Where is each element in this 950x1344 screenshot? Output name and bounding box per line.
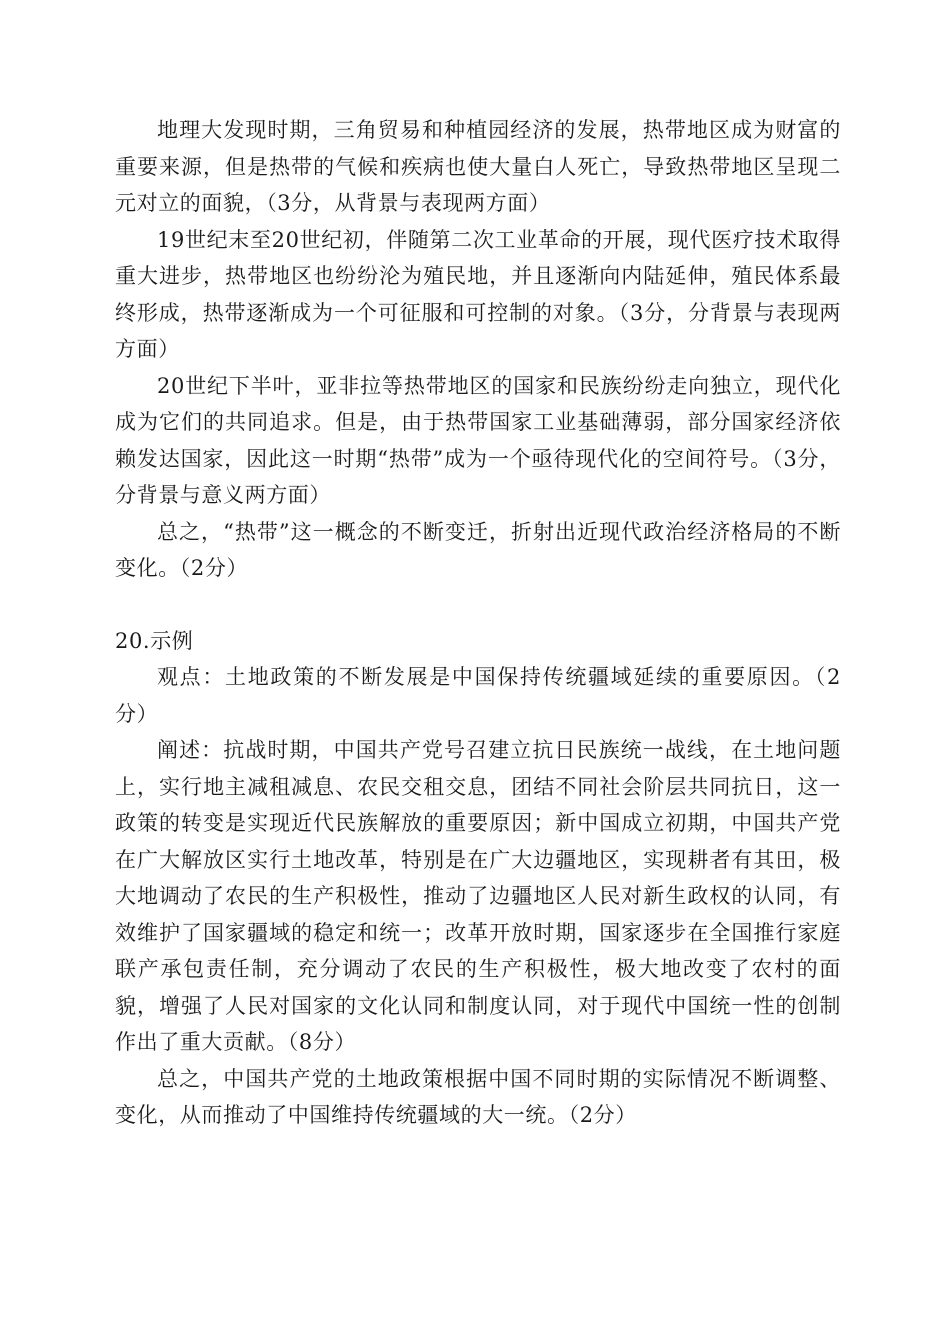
paragraph-colonial-era: 19世纪末至20世纪初，伴随第二次工业革命的开展，现代医疗技术取得重大进步，热带地区也纷纷沦为殖民地，并且逐渐向内陆延伸，殖民体系最终形成，热带逐渐成为一个可征服和可控制的对象。（3分，分背景与表现两方面） — [115, 227, 841, 361]
answer-document — [115, 112, 841, 1134]
question-20-heading: 20.示例 — [115, 628, 194, 653]
paragraph-independence-era: 20世纪下半叶，亚非拉等热带地区的国家和民族纷纷走向独立，现代化成为它们的共同追求。但是，由于热带国家工业基础薄弱，部分国家经济依赖发达国家，因此这一时期“热带”成为一个亟待现代化的空间符号。（3分，分背景与意义两方面） — [115, 373, 841, 507]
section-20-answer — [115, 623, 841, 1134]
paragraph-summary-20: 总之，中国共产党的土地政策根据中国不同时期的实际情况不断调整、变化，从而推动了中国维持传统疆域的大一统。（2分） — [115, 1066, 841, 1127]
paragraph-elaboration: 阐述：抗战时期，中国共产党号召建立抗日民族统一战线，在土地问题上，实行地主减租减息、农民交租交息，团结不同社会阶层共同抗日，这一政策的转变是实现近代民族解放的重要原因；新中国成立初期，中国共产党在广大解放区实行土地改革，特别是在广大边疆地区，实现耕者有其田，极大地调动了农民的生产积极性，推动了边疆地区人民对新生政权的认同，有效维护了国家疆域的稳定和统一；改革开放时期，国家逐步在全国推行家庭联产承包责任制，充分调动了农民的生产积极性，极大地改变了农村的面貌，增强了人民对国家的文化认同和制度认同，对于现代中国统一性的创制作出了重大贡献。（8分） — [115, 738, 841, 1054]
paragraph-age-of-discovery: 地理大发现时期，三角贸易和种植园经济的发展，热带地区成为财富的重要来源，但是热带的气候和疾病也使大量白人死亡，导致热带地区呈现二元对立的面貌，（3分，从背景与表现两方面） — [115, 118, 841, 215]
paragraph-summary-19: 总之，“热带”这一概念的不断变迁，折射出近现代政治经济格局的不断变化。（2分） — [115, 519, 841, 580]
paragraph-viewpoint: 观点：土地政策的不断发展是中国保持传统疆域延续的重要原因。（2分） — [115, 665, 841, 726]
section-19-answer — [115, 112, 841, 587]
